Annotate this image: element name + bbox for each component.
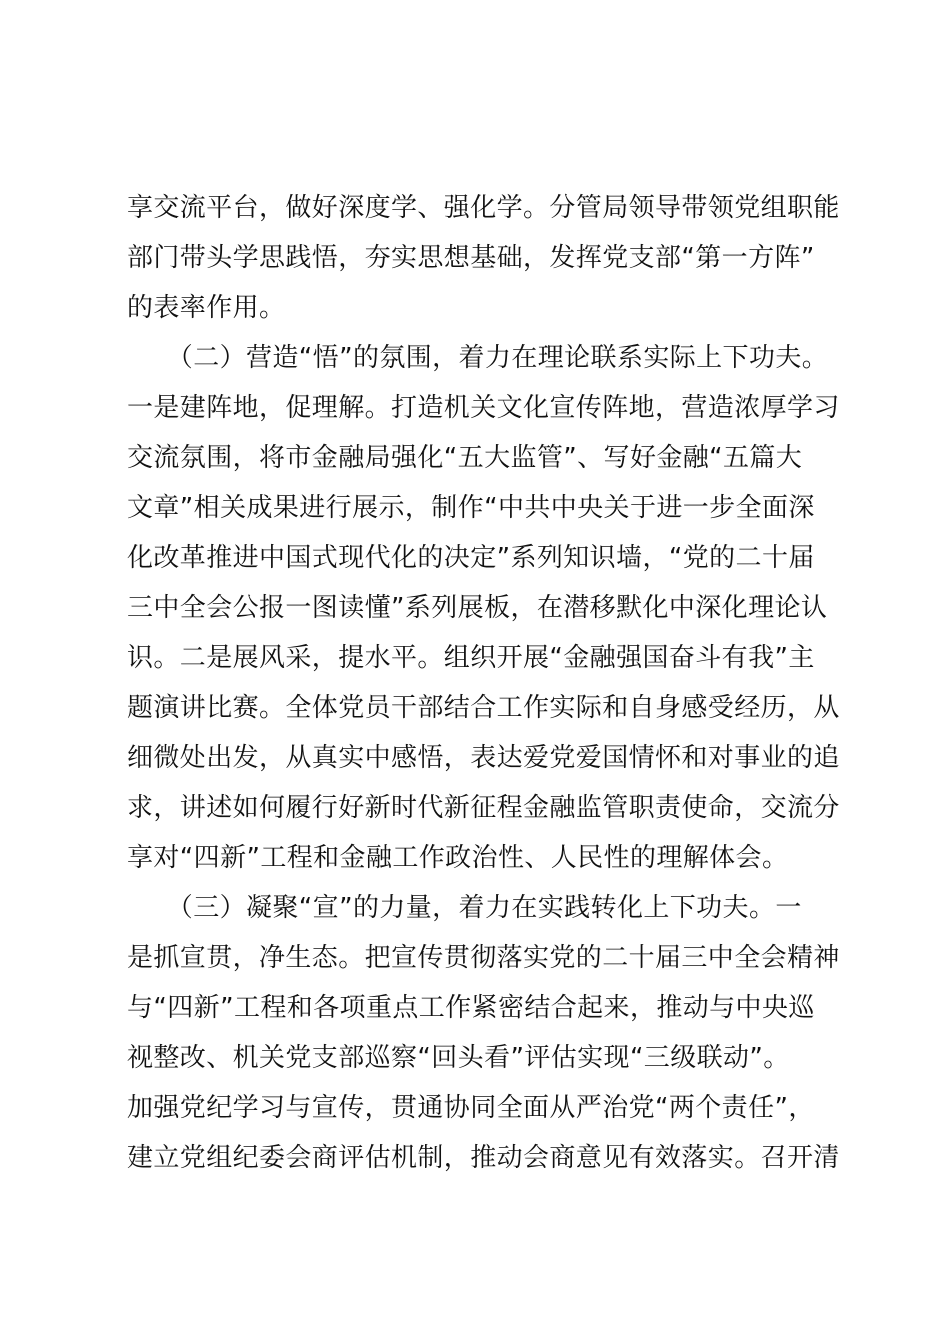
text-line-12: 细微处出发，从真实中感悟，表达爱党爱国情怀和对事业的追 [127,743,840,773]
text-line-9: 三中全会公报一图读懂”系列展板，在潜移默化中深化理论认 [127,593,828,623]
text-line-20: 建立党组纪委会商评估机制，推动会商意见有效落实。召开清 [127,1143,840,1173]
text-line-7: 文章”相关成果进行展示，制作“中共中央关于进一步全面深 [127,493,815,523]
text-line-10: 识。二是展风采，提水平。组织开展“金融强国奋斗有我”主 [127,643,815,673]
text-line-16: 是抓宣贯，净生态。把宣传贯彻落实党的二十届三中全会精神 [127,943,840,973]
text-line-13: 求，讲述如何履行好新时代新征程金融监管职责使命，交流分 [127,793,840,823]
text-line-19: 加强党纪学习与宣传，贯通协同全面从严治党“两个责任”， [127,1093,815,1123]
body-text [127,183,847,1183]
text-line-1: 享交流平台，做好深度学、强化学。分管局领导带领党组职能 [127,193,840,223]
text-line-2: 部门带头学思践悟，夯实思想基础，发挥党支部“第一方阵” [127,243,815,273]
text-line-3: 的表率作用。 [127,293,286,323]
text-line-18: 视整改、机关党支部巡察“回头看”评估实现“三级联动”。 [127,1043,790,1073]
section-heading-3: （三）凝聚“宣”的力量，着力在实践转化上下功夫。一 [127,893,802,923]
text-line-8: 化改革推进中国式现代化的决定”系列知识墙，“党的二十届 [127,543,815,573]
text-line-14: 享对“四新”工程和金融工作政治性、人民性的理解体会。 [127,843,789,873]
section-heading-2: （二）营造“悟”的氛围，着力在理论联系实际上下功夫。 [127,343,829,373]
text-line-11: 题演讲比赛。全体党员干部结合工作实际和自身感受经历，从 [127,693,840,723]
text-line-5: 一是建阵地，促理解。打造机关文化宣传阵地，营造浓厚学习 [127,393,840,423]
text-line-6: 交流氛围，将市金融局强化“五大监管”、写好金融“五篇大 [127,443,803,473]
text-line-17: 与“四新”工程和各项重点工作紧密结合起来，推动与中央巡 [127,993,815,1023]
